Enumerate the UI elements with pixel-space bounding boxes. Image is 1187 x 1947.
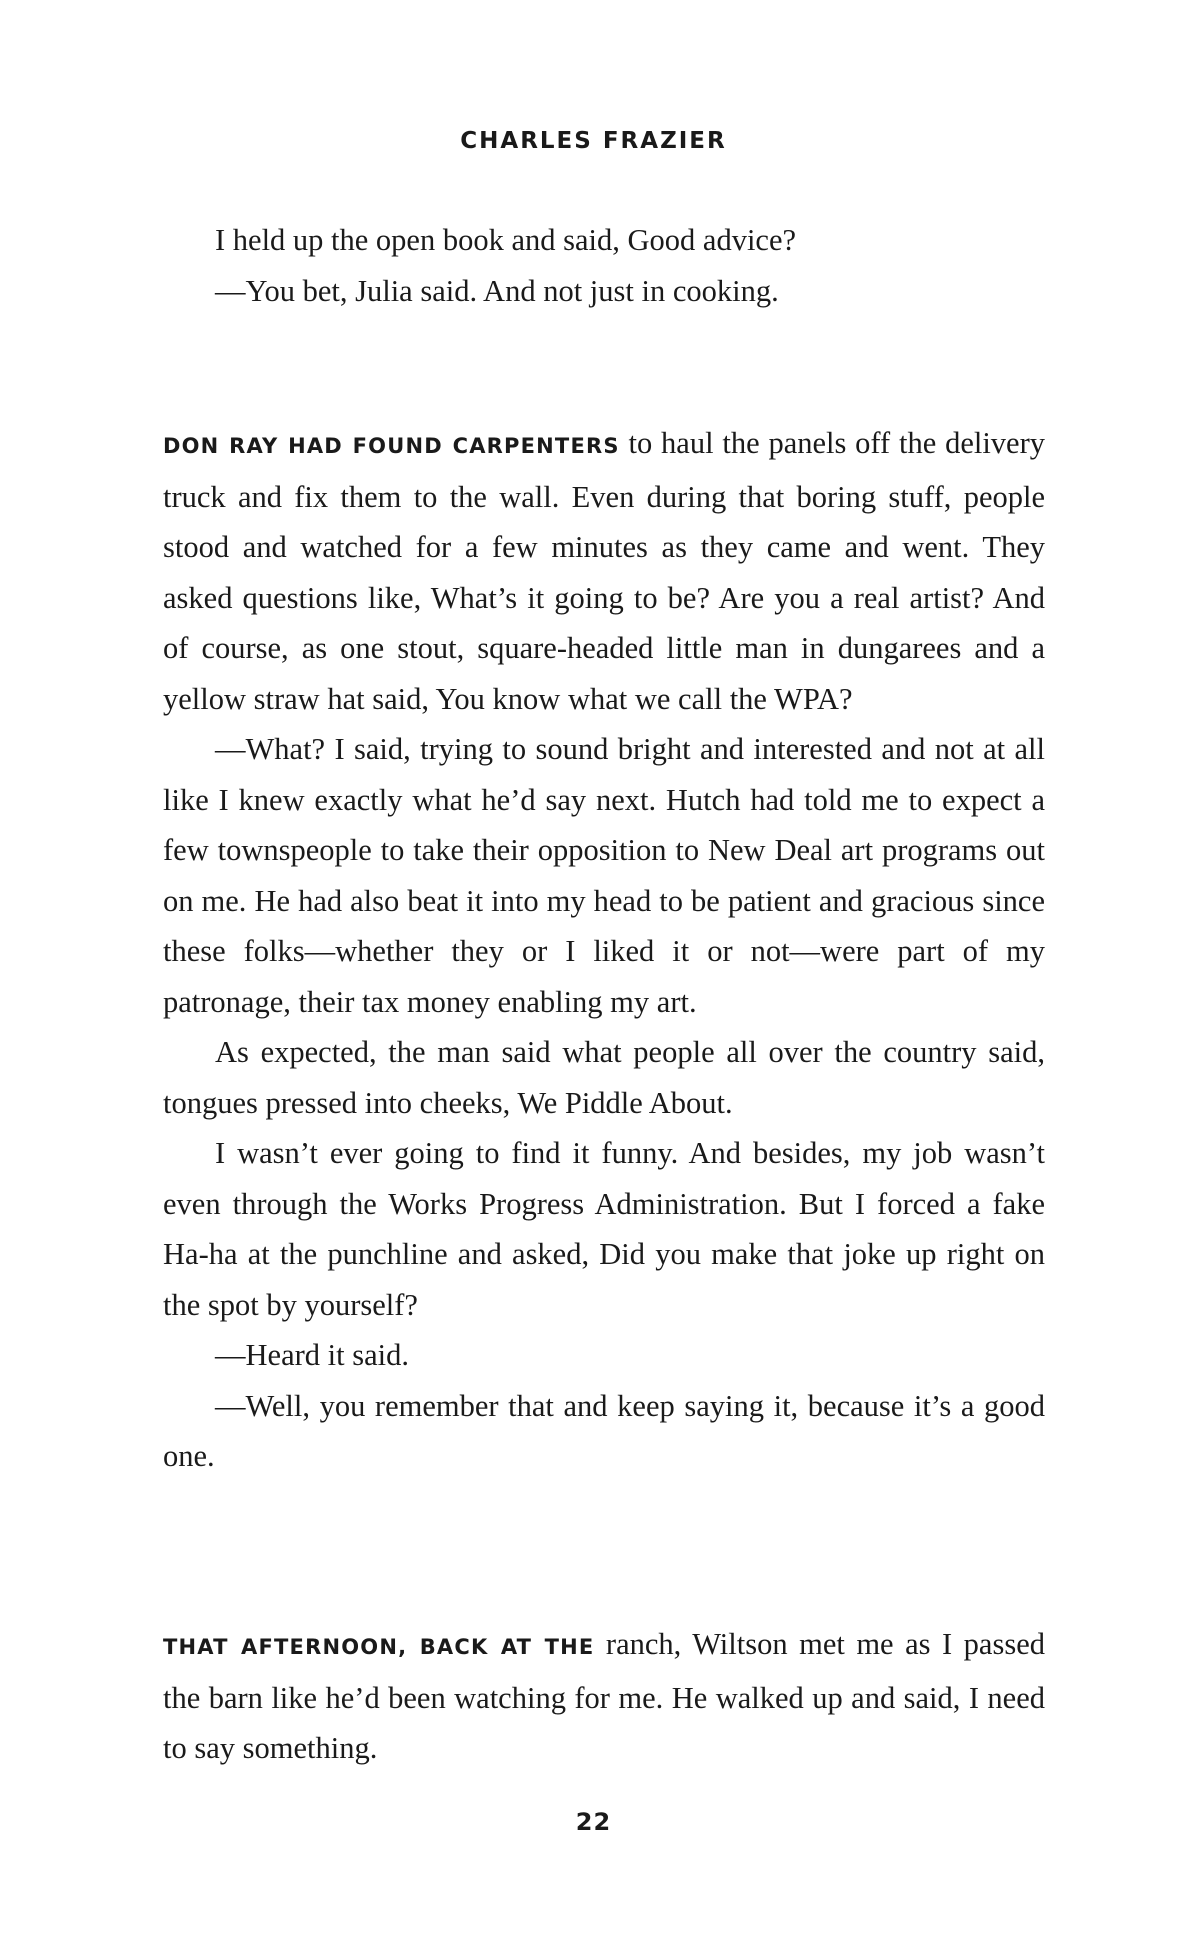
section-lead-in: THAT AFTERNOON, BACK AT THE — [163, 1635, 595, 1659]
section-lead-in: DON RAY HAD FOUND CARPENTERS — [163, 434, 620, 458]
section-1 — [163, 215, 1045, 316]
section-3 — [163, 1619, 1045, 1774]
section-2 — [163, 418, 1045, 1482]
paragraph: —Heard it said. — [215, 1338, 409, 1372]
running-head: CHARLES FRAZIER — [460, 128, 727, 154]
paragraph: —What? I said, trying to sound bright and interested and not at all like I knew exactly what he’d say next. Hutch had told me to expect a few townspeople to take their opposition to New Deal art programs out on me. He had also beat it into my head to be patient and gracious since these folks—whether they or I liked it or not—were part of my patronage, their tax money enabling my art. — [163, 732, 1045, 1019]
paragraph-text: to haul the panels off the delivery truck and fix them to the wall. Even during that boring stuff, people stood and watched for a few minutes as they came and went. They asked questions like, What’s it going to be? Are you a real artist? And of course, as one stout, square-headed little man in dungarees and a yellow straw hat said, You know what we call the WPA? — [163, 426, 1045, 716]
paragraph: —Well, you remember that and keep saying it, because it’s a good one. — [163, 1388, 1045, 1473]
paragraph-text: ranch, Wiltson met me as I passed the barn like he’d been watching for me. He walked up and said, I need to say something. — [163, 1627, 1045, 1765]
paragraph-with-lead-in — [163, 418, 1045, 724]
page-number: 22 — [575, 1808, 612, 1836]
paragraph: I held up the open book and said, Good advice? — [215, 223, 797, 257]
paragraph: I wasn’t ever going to find it funny. And besides, my job wasn’t even through the Works Progress Administration. But I forced a fake Ha-ha at the punchline and asked, Did you make that joke up right on the spot by yourself? — [163, 1136, 1045, 1322]
paragraph: —You bet, Julia said. And not just in cooking. — [215, 273, 779, 308]
paragraph: As expected, the man said what people all over the country said, tongues pressed into cheeks, We Piddle About. — [163, 1035, 1045, 1120]
paragraph-with-lead-in — [163, 1619, 1045, 1774]
